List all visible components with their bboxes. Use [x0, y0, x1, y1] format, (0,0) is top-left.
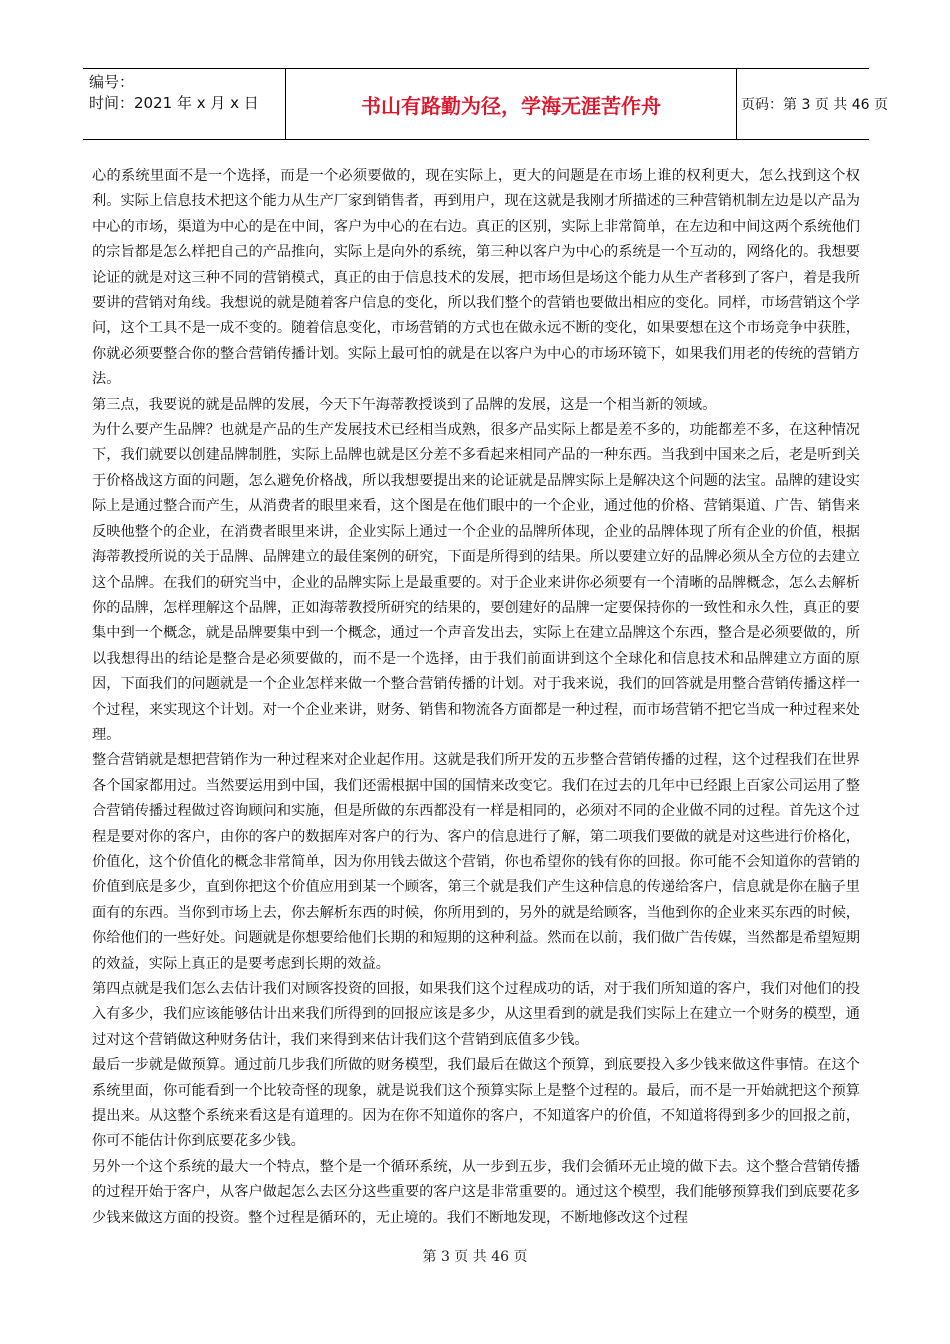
page-header: [83, 68, 888, 140]
body-text: [92, 164, 860, 1231]
paragraph: 第三点，我要说的就是品牌的发展，今天下午海蒂教授谈到了品牌的发展，这是一个相当新的领域。: [92, 396, 717, 413]
header-page-label: 页码：第 3 页 共 46 页: [741, 97, 888, 113]
page-footer: 第 3 页 共 46 页: [422, 1249, 528, 1265]
header-info: [89, 72, 281, 136]
paragraph: 另外一个这个系统的最大一个特点，整个是一个循环系统，从一步到五步，我们会循环无止境的做下去。这个整合营销传播的过程开始于客户，从客户做起怎么去区分这些重要的客户这是非常重要的。通过这个模型，我们能够预算我们到底要花多少钱来做这方面的投资。整个过程是循环的，无止境的。我们不断地发现，不断地修改这个过程: [92, 1158, 860, 1226]
paragraph: 最后一步就是做预算。通过前几步我们所做的财务模型，我们最后在做这个预算，到底要投入多少钱来做这件事情。在这个系统里面，你可能看到一个比较奇怪的现象，就是说我们这个预算实际上是整个过程的。最后，而不是一开始就把这个预算提出来。从这整个系统来看这是有道理的。因为在你不知道你的客户，不知道客户的价值，不知道将得到多少的回报之前，你可不能估计你到底要花多少钱。: [92, 1057, 860, 1150]
time-label: 时间：2021 年 x 月 x 日: [89, 94, 259, 112]
paragraph: 为什么要产生品牌？也就是产品的生产发展技术已经相当成熟，很多产品实际上都是差不多的，功能都差不多，在这种情况下，我们就要以创建品牌制胜，实际上品牌也就是区分差不多看起来相同产品的一种东西。当我到中国来之后，老是听到关于价格战这方面的问题，怎么避免价格战，所以我想要提出来的论证就是品牌实际上是解决这个问题的法宝。品牌的建设实际上是通过整合而产生，从消费者的眼里来看，这个图是在他们眼中的一个企业，通过他的价格、营销渠道、广告、销售来反映他整个的企业，在消费者眼里来讲，企业实际上通过一个企业的品牌所体现，企业的品牌体现了所有企业的价值，根据海蒂教授所说的关于品牌、品牌建立的最佳案例的研究，下面是所得到的结果。所以要建立好的品牌必须从全方位的去建立这个品牌。在我们的研究当中，企业的品牌实际上是最重要的。对于企业来讲你必须要有一个清晰的品牌概念，怎么去解析你的品牌，怎样理解这个品牌，正如海蒂教授所研究的结果的，要创建好的品牌一定要保持你的一致性和永久性，真正的要集中到一个概念，就是品牌要集中到一个概念，通过一个声音发出去，实际上在建立品牌这个东西，整合是必须要做的，所以我想得出的结论是整合是必须要做的，而不是一个选择，由于我们前面讲到这个全球化和信息技术和品牌建立方面的原因，下面我们的问题就是一个企业怎样来做一个整合营销传播的计划。对于我来说，我们的回答就是用整合营销传播这样一个过程，来实现这个计划。对一个企业来讲，财务、销售和物流各方面都是一种过程，而市场营销不把它当成一种过程来处理。: [92, 422, 860, 743]
paragraph: 整合营销就是想把营销作为一种过程来对企业起作用。这就是我们所开发的五步整合营销传播的过程，这个过程我们在世界各个国家都用过。当然要运用到中国，我们还需根据中国的国情来改变它。我们在过去的几年中已经跟上百家公司运用了整合营销传播过程做过咨询顾问和实施，但是所做的东西都没有一样是相同的，必须对不同的企业做不同的过程。首先这个过程是要对你的客户，由你的客户的数据库对客户的行为、客户的信息进行了解，第二项我们要做的就是对这些进行价格化，价值化，这个价值化的概念非常简单，因为你用钱去做这个营销，你也希望你的钱有你的回报。你可能不会知道你的营销的价值到底是多少，直到你把这个价值应用到某一个顾客，第三个就是我们产生这种信息的传递给客户，信息就是你在脑子里面有的东西。当你到市场上去，你去解析东西的时候，你所用到的，另外的就是给顾客，当他到你的企业来买东西的时候，你给他们的一些好处。问题就是你想要给他们长期的和短期的这种利益。然而在以前，我们做广告传媒，当然都是希望短期的效益，实际上真正的是要考虑到长期的效益。: [92, 752, 860, 972]
paragraph: 第四点就是我们怎么去估计我们对顾客投资的回报，如果我们这个过程成功的话，对于我们所知道的客户，我们对他们的投入有多少，我们应该能够估计出来我们所得到的回报应该是多少，从这里看到的就是我们实际上在建立一个财务的模型，通过对这个营销做这种财务估计，我们来得到来估计我们这个营销到底值多少钱。: [92, 981, 860, 1048]
number-label: 编号：: [89, 73, 135, 91]
header-motto: 书山有路勤为径，学海无涯苦作舟: [285, 69, 737, 139]
paragraph: 心的系统里面不是一个选择，而是一个必须要做的，现在实际上，更大的问题是在市场上谁的权利更大，怎么找到这个权利。实际上信息技术把这个能力从生产厂家到销售者，再到用户，现在这就是我刚才所描述的三种营销机制左边是以产品为中心的市场，渠道为中心的是在中间，客户为中心的在右边。真正的区别，实际上非常简单，在左边和中间这两个系统他们的宗旨都是怎么样把自己的产品推向，实际上是向外的系统，第三种以客户为中心的系统是一个互动的，网络化的。我想要论证的就是对这三种不同的营销模式，真正的由于信息技术的发展，把市场但是场这个能力从生产者移到了客户，着是我所要讲的营销对角线。我想说的就是随着客户信息的变化，所以我们整个的营销也要做出相应的变化。同样，市场营销这个学问，这个工具不是一成不变的。随着信息变化，市场营销的方式也在做永远不断的变化，如果要想在这个市场竞争中获胜，你就必须要整合你的整合营销传播计划。实际上最可怕的就是在以客户为中心的市场环镜下，如果我们用老的传统的营销方法。: [92, 168, 860, 388]
